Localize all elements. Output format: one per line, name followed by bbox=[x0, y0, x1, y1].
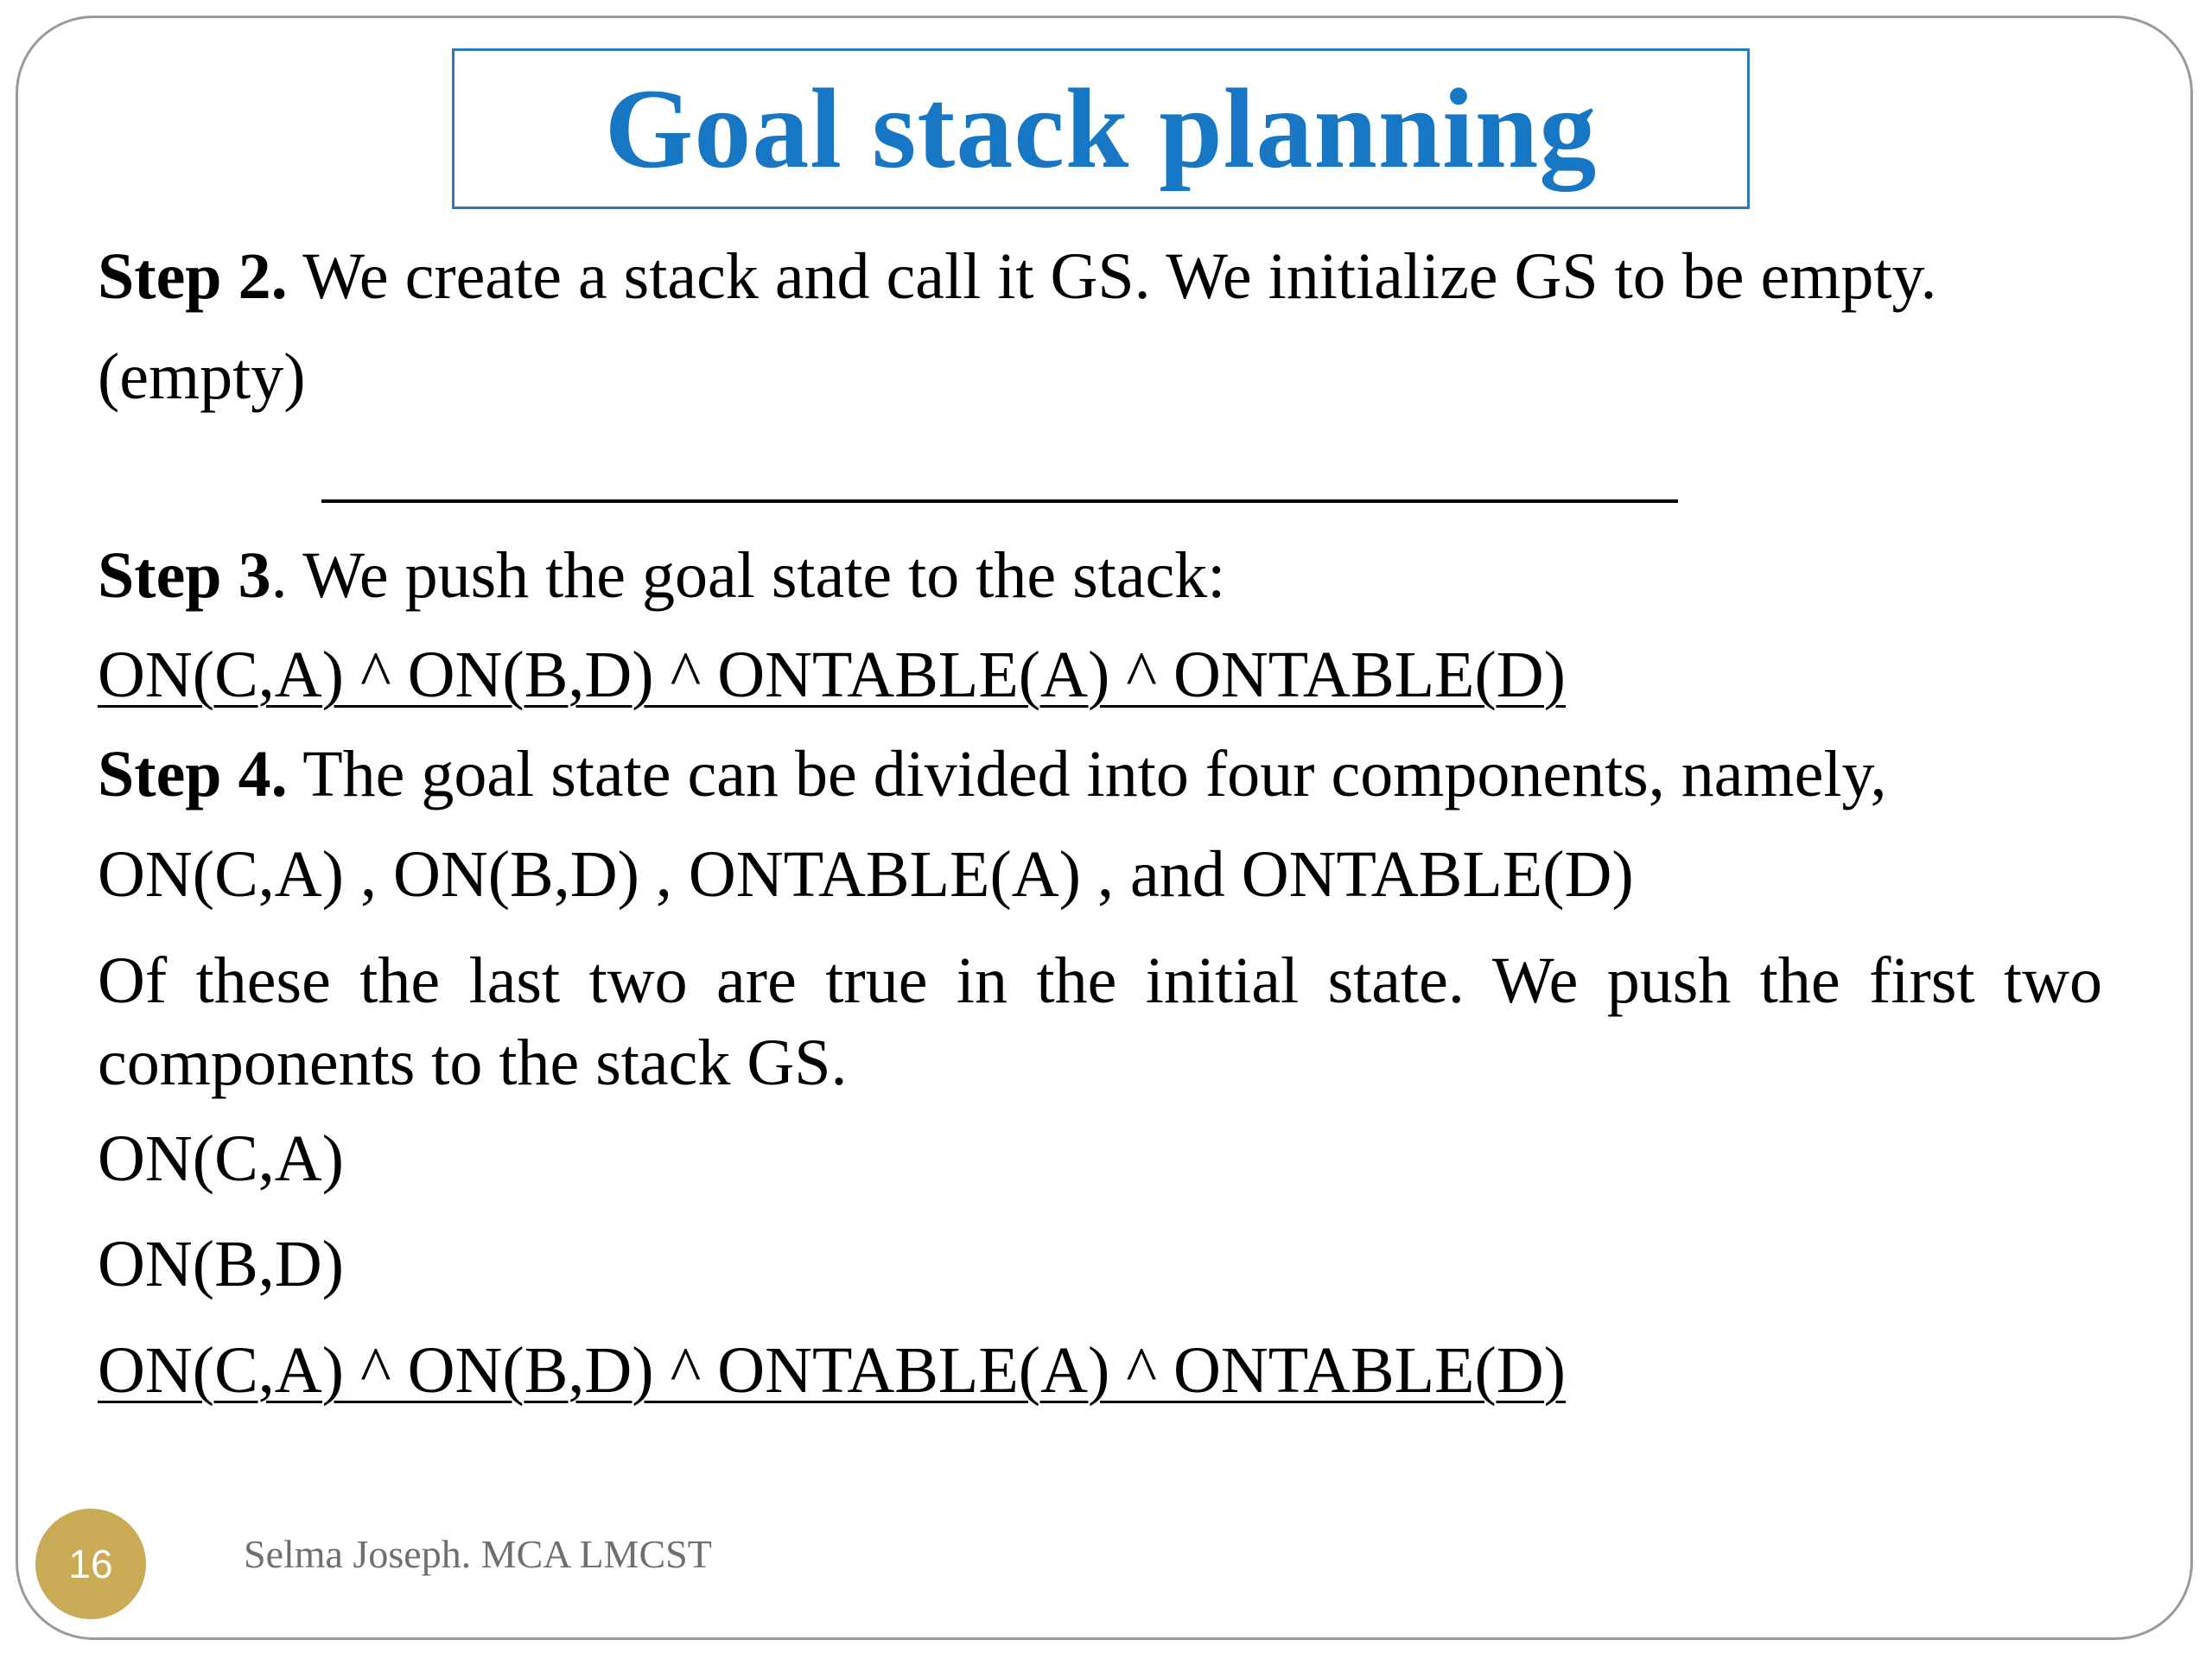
step2-label: Step 2. bbox=[98, 240, 288, 313]
components-line: ON(C,A) , ON(B,D) , ONTABLE(A) , and ONTABLE(D) bbox=[98, 838, 1634, 911]
slide-title: Goal stack planning bbox=[604, 65, 1598, 192]
empty-label: (empty) bbox=[98, 340, 306, 413]
page-number-badge: 16 bbox=[35, 1509, 146, 1619]
step3-line bbox=[98, 539, 1226, 612]
step4-paragraph: Of these the last two are true in the initial state. We push the first two components to the stack GS. bbox=[98, 944, 2102, 1099]
step4-line bbox=[98, 738, 1887, 810]
footer-author: Selma Joseph. MCA LMCST bbox=[244, 1532, 712, 1576]
step2-line bbox=[98, 240, 1937, 313]
step4-label: Step 4. bbox=[98, 738, 288, 810]
stack-item-2: ON(B,D) bbox=[98, 1228, 344, 1300]
goal-state: ON(C,A) ^ ON(B,D) ^ ONTABLE(A) ^ ONTABLE(D) bbox=[98, 639, 1566, 711]
step4-text: The goal state can be divided into four components, namely, bbox=[287, 738, 1887, 810]
goal-state-line bbox=[98, 639, 1566, 711]
separator-rule bbox=[321, 499, 1678, 503]
title-box bbox=[452, 48, 1750, 209]
step2-text: We create a stack and call it GS. We initialize GS to be empty. bbox=[287, 240, 1937, 313]
step3-label: Step 3 bbox=[98, 539, 271, 612]
stack-item-1: ON(C,A) bbox=[98, 1122, 344, 1195]
stack-item-3-line bbox=[98, 1334, 1566, 1407]
step3-text: . We push the goal state to the stack: bbox=[270, 539, 1226, 612]
stack-item-3: ON(C,A) ^ ON(B,D) ^ ONTABLE(A) ^ ONTABLE(D) bbox=[98, 1334, 1566, 1407]
